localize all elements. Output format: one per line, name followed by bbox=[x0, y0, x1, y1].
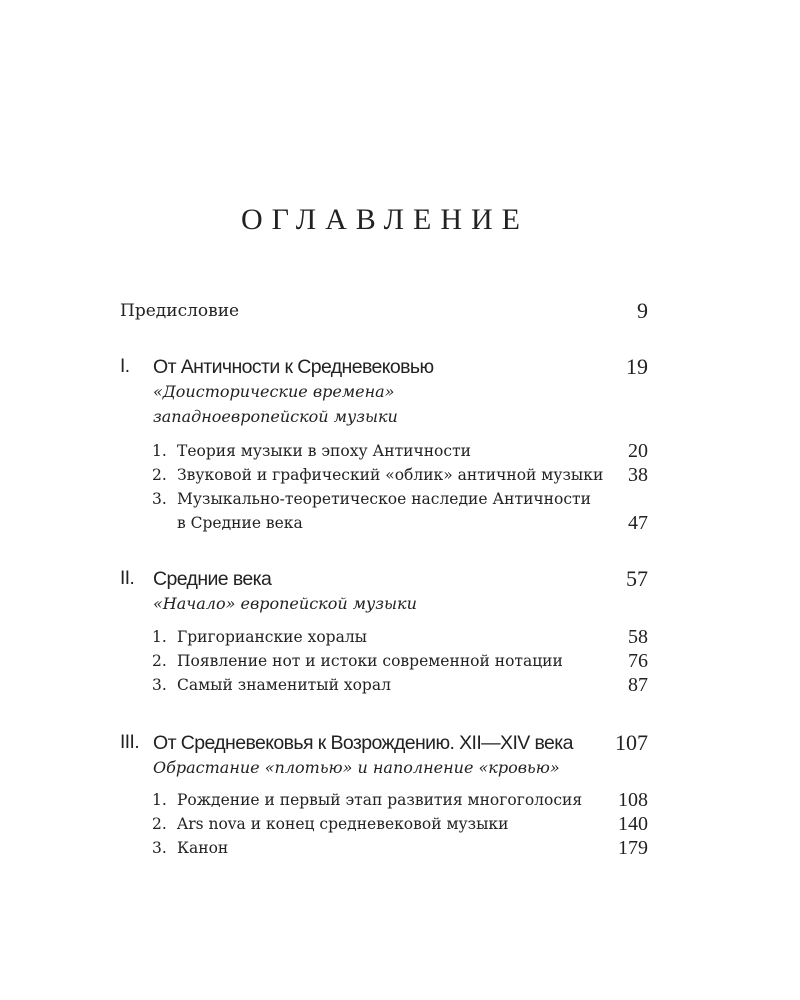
chapter-title: Григорианские хоралы bbox=[177, 628, 368, 646]
part-subtitle: «Доисторические времена» bbox=[153, 382, 395, 401]
toc-part-1 bbox=[120, 355, 648, 427]
chapter-title: Канон bbox=[177, 839, 229, 857]
chapter-title: Теория музыки в эпоху Античности bbox=[177, 442, 471, 460]
chapter-page-number: 20 bbox=[628, 440, 648, 462]
chapter-page-number: 140 bbox=[618, 813, 648, 835]
chapter-title: Появление нот и истоки современной нотации bbox=[177, 652, 563, 670]
chapter-number: 2. bbox=[152, 652, 167, 670]
part-title[interactable]: Средние века bbox=[153, 568, 272, 590]
chapter-title: Рождение и первый этап развития многоголосия bbox=[177, 791, 583, 809]
chapter-title: Музыкально-теоретическое наследие Античности bbox=[177, 490, 591, 508]
part-subtitle: «Начало» европейской музыки bbox=[153, 594, 417, 613]
chapter-title: Звуковой и графический «облик» античной музыки bbox=[177, 466, 604, 484]
toc-part-2 bbox=[120, 567, 648, 615]
chapter-number: 1. bbox=[152, 442, 167, 460]
chapter-page-number: 76 bbox=[628, 650, 648, 672]
preface-page-number: 9 bbox=[637, 298, 648, 323]
chapter-page-number: 38 bbox=[628, 464, 648, 486]
toc-part-3 bbox=[120, 731, 648, 779]
part-subtitle: Обрастание «плотью» и наполнение «кровью» bbox=[153, 758, 560, 777]
chapter-title-continued: в Средние века bbox=[177, 514, 303, 532]
part-title[interactable]: От Античности к Средневековью bbox=[153, 356, 434, 378]
chapter-page-number: 47 bbox=[628, 512, 648, 534]
preface-label: Предисловие bbox=[120, 301, 240, 321]
chapter-page-number: 58 bbox=[628, 626, 648, 648]
chapter-page-number: 179 bbox=[618, 837, 648, 859]
chapter-number: 1. bbox=[152, 628, 167, 646]
chapter-page-number: 87 bbox=[628, 674, 648, 696]
chapter-title: Ars nova и конец средневековой музыки bbox=[177, 815, 509, 833]
chapter-number: 2. bbox=[152, 815, 167, 833]
chapter-number: 3. bbox=[152, 490, 167, 508]
part-page-number: 107 bbox=[615, 730, 648, 755]
toc-preface-row[interactable] bbox=[120, 299, 648, 323]
part-page-number: 57 bbox=[626, 566, 648, 591]
part-number: II. bbox=[120, 568, 135, 589]
part-title[interactable]: От Средневековья к Возрождению. XII—XIV века bbox=[153, 732, 573, 754]
chapter-number: 1. bbox=[152, 791, 167, 809]
page-title: ОГЛАВЛЕНИЕ bbox=[241, 203, 529, 236]
chapter-number: 3. bbox=[152, 676, 167, 694]
toc-chapter-row[interactable] bbox=[120, 487, 648, 535]
part-number: III. bbox=[120, 732, 140, 753]
part-subtitle: западноевропейской музыки bbox=[153, 407, 398, 426]
chapter-number: 3. bbox=[152, 839, 167, 857]
chapter-number: 2. bbox=[152, 466, 167, 484]
part-page-number: 19 bbox=[626, 354, 648, 379]
part-number: I. bbox=[120, 356, 130, 377]
chapter-page-number: 108 bbox=[618, 789, 648, 811]
chapter-title: Самый знаменитый хорал bbox=[177, 676, 391, 694]
